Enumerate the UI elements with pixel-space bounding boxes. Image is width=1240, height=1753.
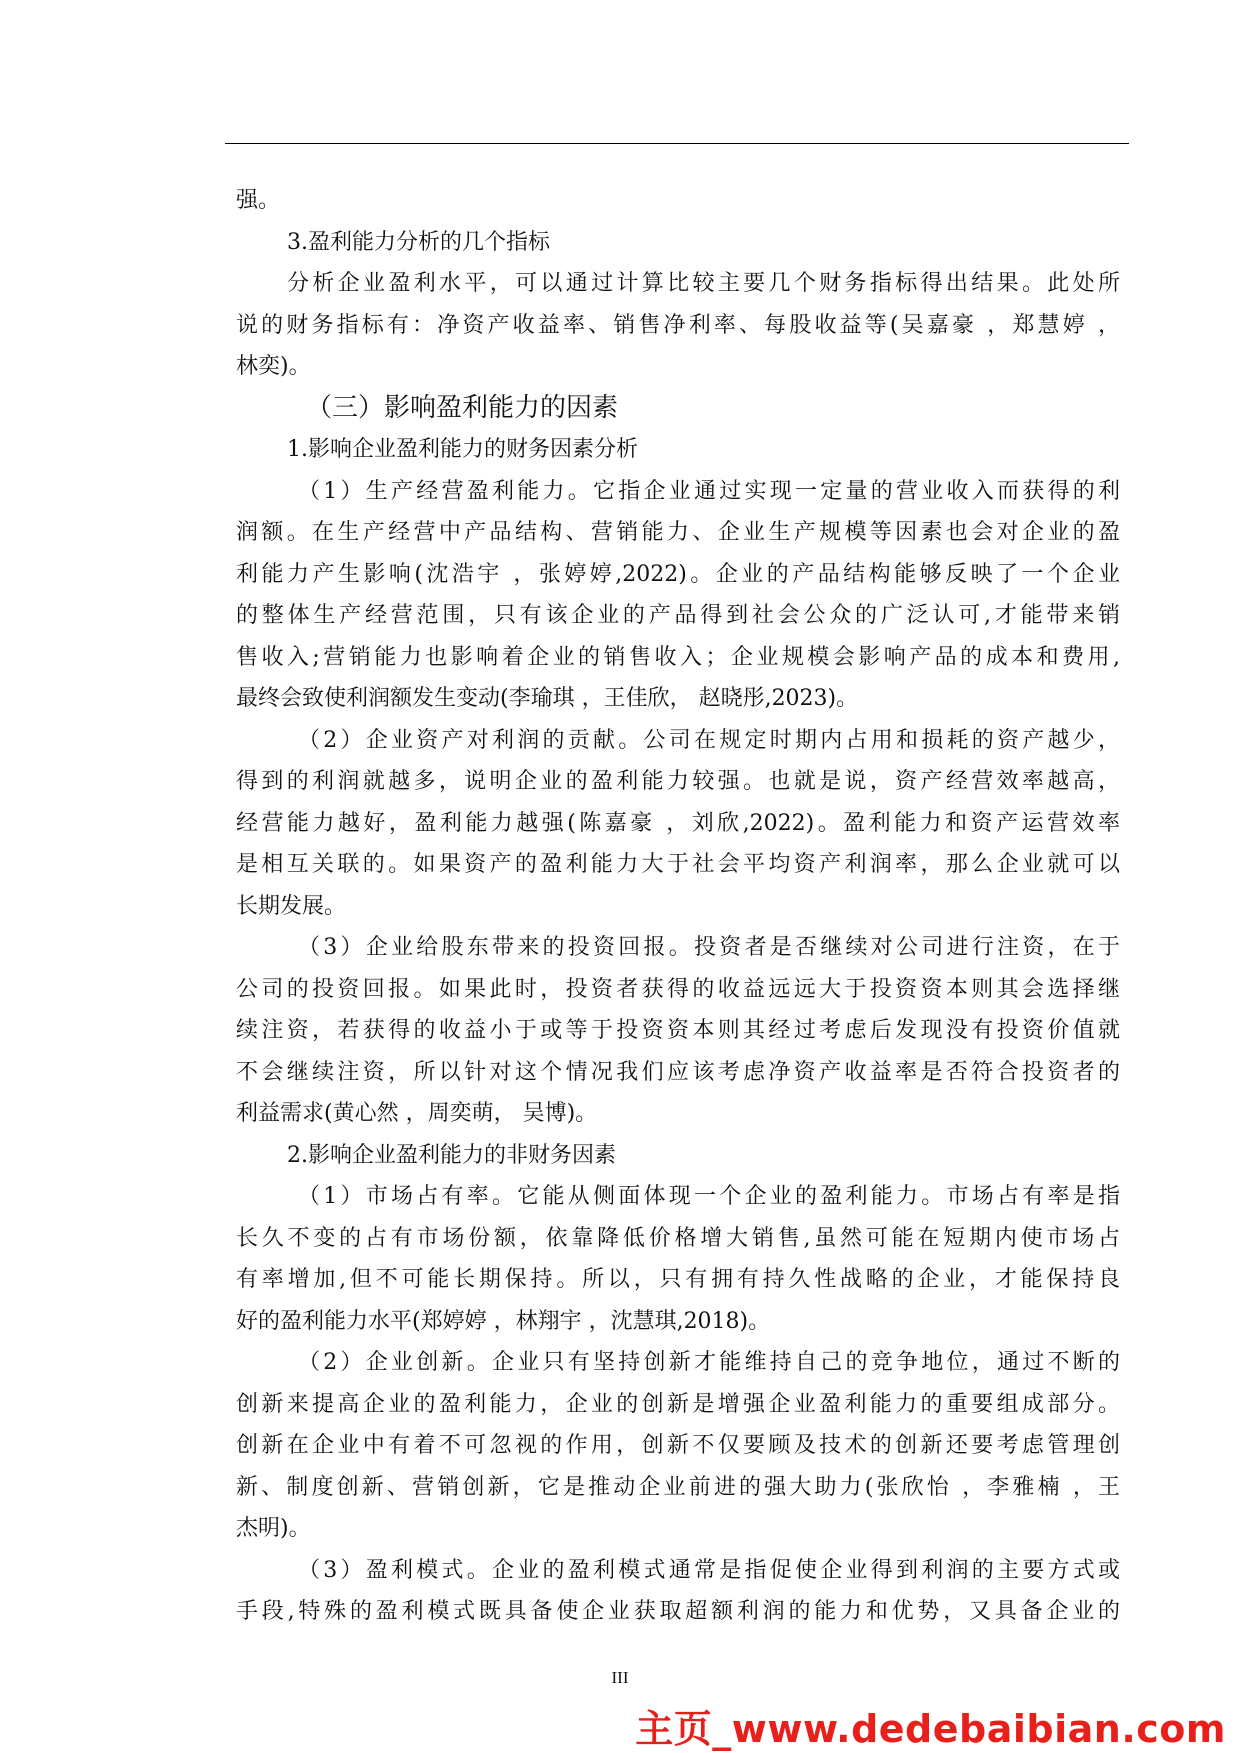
paragraph-line: （2）企业资产对利润的贡献。公司在规定时期内占用和损耗的资产越少， [298,727,1120,753]
paragraph-line: 不会继续注资，所以针对这个情况我们应该考虑净资产收益率是否符合投资者的 [236,1059,1120,1085]
paragraph-line: 续注资，若获得的收益小于或等于投资资本则其经过考虑后发现没有投资价值就 [236,1018,1120,1043]
paragraph-line: 有率增加,但不可能长期保持。所以，只有拥有持久性战略的企业，才能保持良 [236,1267,1120,1292]
section-heading: （三）影响盈利能力的因素 [306,392,619,423]
paragraph-line: 创新在企业中有着不可忽视的作用，创新不仅要顾及技术的创新还要考虑管理创 [236,1433,1120,1458]
paragraph-line: 分析企业盈利水平，可以通过计算比较主要几个财务指标得出结果。此处所 [287,271,1120,296]
paragraph-line: 润额。在生产经营中产品结构、营销能力、企业生产规模等因素也会对企业的盈 [236,520,1120,545]
paragraph-line: 利能力产生影响(沈浩宇 ，张婷婷,2022)。企业的产品结构能够反映了一个企业 [236,561,1120,587]
site-watermark: 主页_www.dedebaibian.com [635,1707,1226,1751]
paragraph-line: 好的盈利能力水平(郑婷婷 ，林翔宇 ，沈慧琪,2018)。 [236,1308,771,1334]
paragraph-line: 长期发展。 [236,893,347,919]
paragraph-line: 售收入;营销能力也影响着企业的销售收入；企业规模会影响产品的成本和费用, [236,644,1120,670]
subheading: 2.影响企业盈利能力的非财务因素 [287,1142,616,1168]
paragraph-line: 的整体生产经营范围，只有该企业的产品得到社会公众的广泛认可,才能带来销 [236,603,1120,628]
paragraph-line: 创新来提高企业的盈利能力，企业的创新是增强企业盈利能力的重要组成部分。 [236,1391,1120,1417]
paragraph-line: （3）盈利模式。企业的盈利模式通常是指促使企业得到利润的主要方式或 [298,1557,1120,1583]
paragraph-line: 得到的利润就越多，说明企业的盈利能力较强。也就是说，资产经营效率越高， [236,769,1120,794]
paragraph-line: （1）生产经营盈利能力。它指企业通过实现一定量的营业收入而获得的利 [298,478,1120,504]
paragraph-line: （1）市场占有率。它能从侧面体现一个企业的盈利能力。市场占有率是指 [298,1184,1120,1209]
document-body [236,180,1120,1633]
paragraph-line: 杰明)。 [236,1516,311,1541]
paragraph-line: 手段,特殊的盈利模式既具备使企业获取超额利润的能力和优势，又具备企业的 [236,1599,1120,1624]
paragraph-line: 经营能力越好，盈利能力越强(陈嘉豪 ，刘欣,2022)。盈利能力和资产运营效率 [236,810,1120,836]
paragraph-line: 利益需求(黄心然 ，周奕萌， 吴博)。 [236,1101,598,1126]
subheading: 3.盈利能力分析的几个指标 [287,229,550,255]
paragraph-line: 说的财务指标有：净资产收益率、销售净利率、每股收益等(吴嘉豪 ，郑慧婷 ， [236,312,1120,338]
subheading: 1.影响企业盈利能力的财务因素分析 [287,437,638,462]
paragraph-line: 林奕)。 [236,354,311,379]
paragraph-line: （2）企业创新。企业只有坚持创新才能维持自己的竞争地位，通过不断的 [298,1350,1120,1375]
header-rule [225,143,1129,144]
paragraph-line: 新、制度创新、营销创新，它是推动企业前进的强大助力(张欣怡 ，李雅楠 ，王 [236,1474,1120,1500]
paragraph-line: 强。 [236,188,281,213]
paragraph-line: 是相互关联的。如果资产的盈利能力大于社会平均资产利润率，那么企业就可以 [236,852,1120,877]
paragraph-line: 公司的投资回报。如果此时，投资者获得的收益远远大于投资资本则其会选择继 [236,976,1120,1002]
paragraph-line: 最终会致使利润额发生变动(李瑜琪 ，王佳欣， 赵晓彤,2023)。 [236,686,859,711]
page-number: III [611,1668,629,1687]
paragraph-line: 长久不变的占有市场份额，依靠降低价格增大销售,虽然可能在短期内使市场占 [236,1225,1120,1251]
paragraph-line: （3）企业给股东带来的投资回报。投资者是否继续对公司进行注资，在于 [298,935,1120,960]
